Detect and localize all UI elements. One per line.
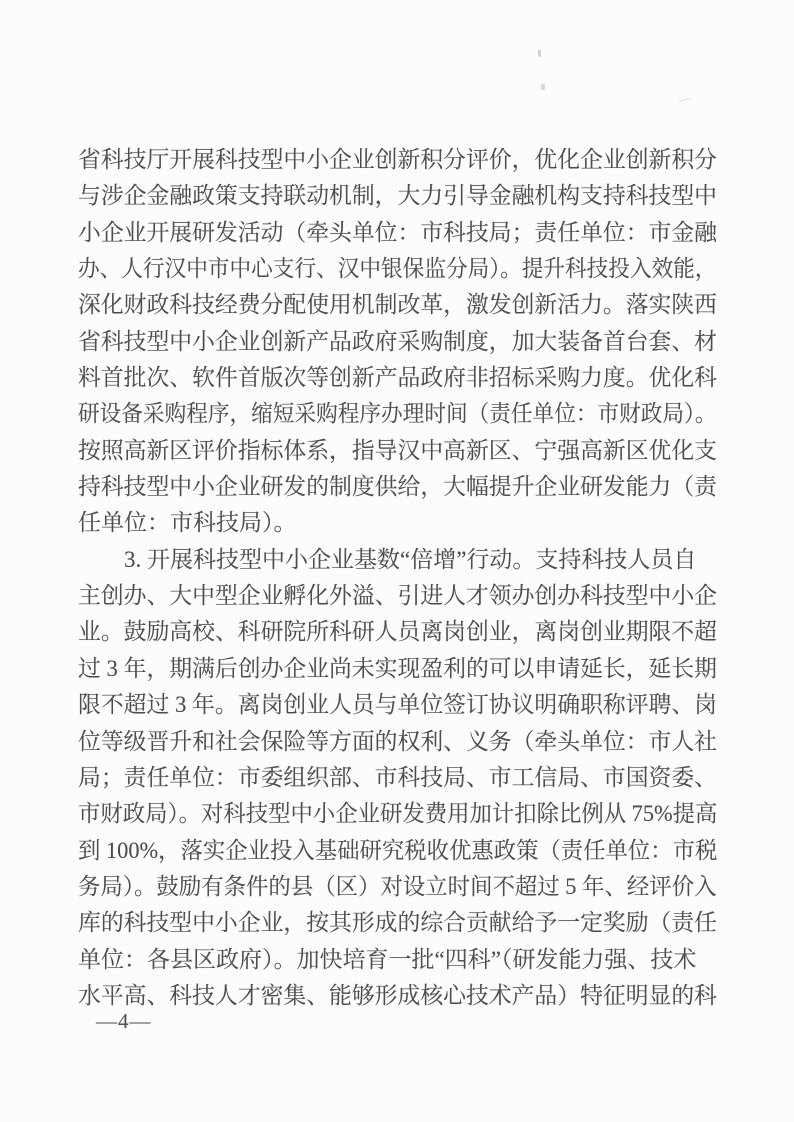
text-line: 市财政局）。对科技型中小企业研发费用加计扣除比例从 75%提高 (78, 801, 718, 827)
text-line: 省科技型中小企业创新产品政府采购制度，加大装备首台套、材 (78, 328, 717, 354)
text-line: 办、人行汉中市中心支行、汉中银保监分局）。提升科技投入效能， (78, 256, 717, 282)
text-line: 持科技型中小企业研发的制度供给，大幅提升企业研发能力（责 (78, 474, 717, 500)
text-line: 主创办、大中型企业孵化外溢、引进人才领办创办科技型中小企 (78, 583, 717, 609)
text-line: 到 100%，落实企业投入基础研究税收优惠政策（责任单位：市税 (78, 837, 718, 863)
text-line: 与涉企金融政策支持联动机制，大力引导金融机构支持科技型中 (78, 183, 717, 209)
text-line: 研设备采购程序，缩短采购程序办理时间（责任单位：市财政局）。 (78, 401, 717, 427)
text-line: 省科技厅开展科技型中小企业创新积分评价，优化企业创新积分 (78, 147, 717, 172)
text-line: 业。鼓励高校、科研院所科研人员离岗创业，离岗创业期限不超 (78, 619, 717, 645)
body-text (78, 142, 717, 1014)
scan-artifact (541, 84, 545, 90)
text-line: 任单位：市科技局）。 (78, 510, 297, 536)
scan-artifact (538, 50, 541, 57)
text-line: 深化财政科技经费分配使用机制改革，激发创新活力。落实陕西 (78, 292, 717, 318)
text-line: 过 3 年，期满后创办企业尚未实现盈利的可以申请延长，延长期 (78, 655, 717, 681)
text-line: 小企业开展研发活动（牵头单位：市科技局；责任单位：市金融 (78, 219, 717, 245)
text-line: 水平高、科技人才密集、能够形成核心技术产品）特征明显的科 (78, 982, 717, 1008)
text-line: 局；责任单位：市委组织部、市科技局、市工信局、市国资委、 (78, 764, 717, 790)
text-line: 按照高新区评价指标体系，指导汉中高新区、宁强高新区优化支 (78, 437, 717, 463)
text-line: 库的科技型中小企业，按其形成的综合贡献给予一定奖励（责任 (78, 910, 717, 936)
text-line: 位等级晋升和社会保险等方面的权利、义务（牵头单位：市人社 (78, 728, 717, 754)
page-number: —4— (96, 1009, 152, 1033)
text-line: 限不超过 3 年。离岗创业人员与单位签订协议明确职称评聘、岗 (78, 692, 717, 718)
text-line: 单位：各县区政府）。加快培育一批“四科”（研发能力强、技术 (78, 946, 697, 972)
text-line-paragraph-start: 3. 开展科技型中小企业基数“倍增”行动。支持科技人员自 (78, 546, 697, 572)
text-line: 务局）。鼓励有条件的县（区）对设立时间不超过 5 年、经评价入 (78, 873, 717, 899)
text-line: 料首批次、软件首版次等创新产品政府非招标采购力度。优化科 (78, 365, 717, 391)
scan-artifact (677, 97, 693, 107)
